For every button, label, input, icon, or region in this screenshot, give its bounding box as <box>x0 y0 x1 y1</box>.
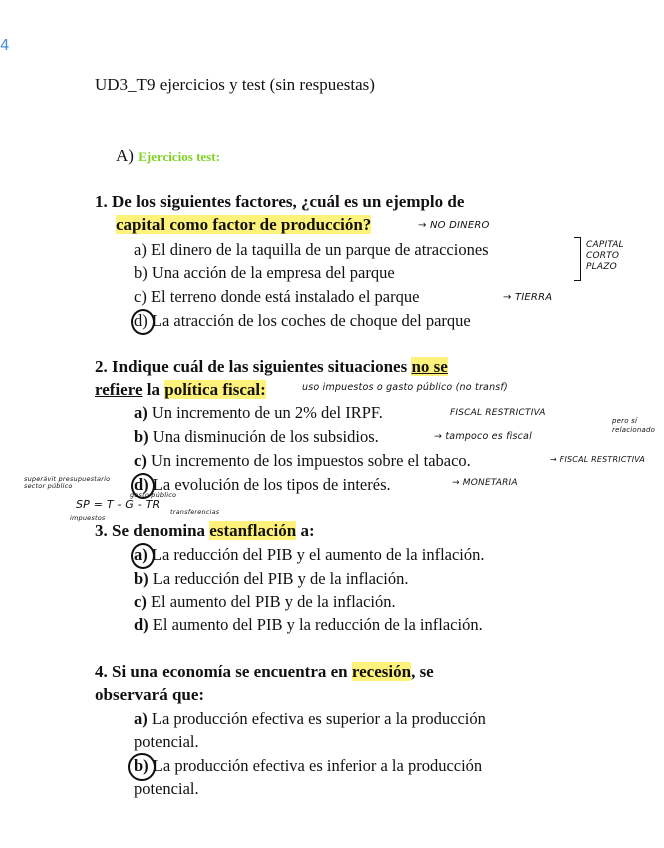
q1-option-d: d) La atracción de los coches de choque del parque <box>134 311 471 330</box>
note-q2-pero-si-relacionado: pero sí relacionado <box>612 417 656 434</box>
note-q2-fiscal-restrictiva: FISCAL RESTRICTIVA <box>450 408 546 418</box>
q1-line2 <box>116 215 371 235</box>
q1-option-c: c) El terreno donde está instalado el parque <box>134 287 420 306</box>
q2-line1 <box>95 357 448 377</box>
document-title: UD3_T9 ejercicios y test (sin respuestas) <box>95 75 375 94</box>
note-q2-fiscal-restrictiva-c: → FISCAL RESTRICTIVA <box>550 455 646 464</box>
q2-option-d: d) La evolución de los tipos de interés. <box>134 475 391 494</box>
q3-estanflacion: estanflación <box>209 521 297 540</box>
note-q1-capital-corto-plazo: CAPITAL CORTO PLAZO <box>586 240 624 272</box>
q1-option-b: b) Una acción de la empresa del parque <box>134 263 395 282</box>
q3-option-a: a) La reducción del PIB y el aumento de la inflación. <box>134 545 485 564</box>
q2-option-a: a) Un incremento de un 2% del IRPF. <box>134 403 383 422</box>
note-q2-tampoco-es-fiscal: → tampoco es fiscal <box>434 431 532 442</box>
q2-politica-fiscal: política fiscal: <box>164 380 266 399</box>
q1-highlight: capital como factor de producción? <box>116 215 372 234</box>
q2-option-b: b) Una disminución de los subsidios. <box>134 427 379 446</box>
q1-line1: 1. De los siguientes factores, ¿cuál es un ejemplo de <box>95 192 465 211</box>
q4-option-a: a) La producción efectiva es superior a la producción <box>134 709 486 728</box>
q4-option-b: b) La producción efectiva es inferior a la producción <box>134 756 483 775</box>
q3-option-d: d) El aumento del PIB y la reducción de la inflación. <box>134 615 483 634</box>
q2-no-se: no se <box>411 357 448 376</box>
q2-line1-text: 2. Indique cuál de las siguientes situaciones <box>95 357 412 376</box>
q1-option-a: a) El dinero de la taquilla de un parque de atracciones <box>134 240 489 259</box>
q4-line2: observará que: <box>95 685 205 704</box>
q3-option-c: c) El aumento del PIB y de la inflación. <box>134 592 396 611</box>
q4-line1: 4. Si una economía se encuentra en recesión, se <box>95 662 434 681</box>
note-superavit-presupuestario: superávit presupuestario sector público <box>24 475 111 490</box>
note-q1-no-dinero: → NO DINERO <box>418 220 490 231</box>
section-header <box>116 146 220 166</box>
note-sp-formula: SP = T - G - TR <box>76 498 161 511</box>
q4-answer-circle <box>128 753 156 781</box>
q2-la: la <box>142 380 165 399</box>
q2-option-c: c) Un incremento de los impuestos sobre el tabaco. <box>134 451 471 470</box>
note-q2-uso-impuestos: uso impuestos o gasto público (no transf) <box>302 382 508 393</box>
note-gasto-publico: gasto público <box>130 491 177 499</box>
section-label: Ejercicios test: <box>138 149 220 164</box>
note-impuestos: impuestos <box>70 514 106 522</box>
q4-option-b-cont: potencial. <box>134 779 199 798</box>
q3-answer-circle <box>131 543 155 569</box>
q2-line2 <box>95 380 266 400</box>
note-transferencias: transferencias <box>170 508 220 516</box>
note-q1-brace <box>574 237 581 281</box>
q4-option-a-cont: potencial. <box>134 732 199 751</box>
q3-option-b: b) La reducción del PIB y de la inflación. <box>134 569 409 588</box>
note-q1-tierra: → TIERRA <box>503 292 553 303</box>
q4-recesion: recesión <box>351 662 412 681</box>
q1-answer-circle <box>131 309 155 335</box>
section-letter: A) <box>116 146 134 165</box>
q2-refiere: refiere <box>95 380 143 399</box>
q3-stem: 3. Se denomina estanflación a: <box>95 521 315 540</box>
page-number: 4 <box>0 36 10 54</box>
note-q2-monetaria: → MONETARIA <box>452 478 518 488</box>
